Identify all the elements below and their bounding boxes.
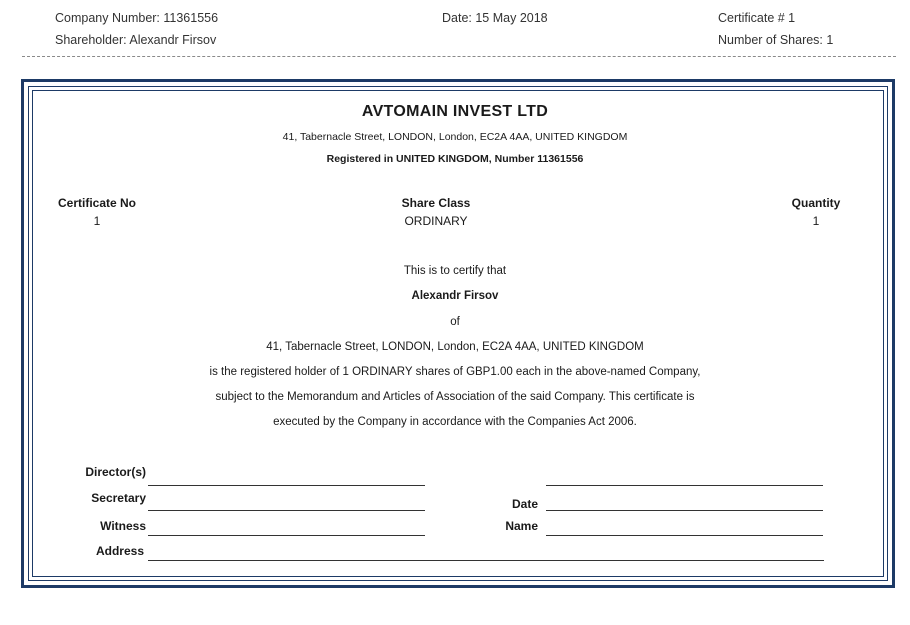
stub-date: Date: 15 May 2018 bbox=[442, 11, 548, 25]
secretary-label: Secretary bbox=[91, 491, 146, 505]
name-line bbox=[546, 535, 823, 536]
quantity-label: Quantity bbox=[791, 196, 841, 210]
of-text: of bbox=[450, 316, 460, 328]
directors-label: Director(s) bbox=[85, 465, 146, 479]
certificate-no-label: Certificate No bbox=[57, 196, 137, 210]
second-directors-signature-line bbox=[546, 485, 823, 486]
secretary-signature-line bbox=[148, 510, 425, 511]
perforation-line bbox=[22, 56, 896, 57]
share-class-label: Share Class bbox=[401, 196, 471, 210]
quantity-column bbox=[776, 196, 856, 228]
statement-line-2: subject to the Memorandum and Articles of Association of the said Company. This certificate is bbox=[215, 391, 695, 403]
directors-signature-line bbox=[148, 485, 425, 486]
stub-shareholder: Shareholder: Alexandr Firsov bbox=[55, 33, 217, 47]
share-class-value: ORDINARY bbox=[404, 214, 468, 228]
date-label: Date bbox=[511, 497, 538, 511]
company-name: AVTOMAIN INVEST LTD bbox=[361, 103, 549, 120]
witness-label: Witness bbox=[100, 519, 146, 533]
holder-address: 41, Tabernacle Street, LONDON, London, EC2A 4AA, UNITED KINGDOM bbox=[266, 341, 644, 353]
registration-line: Registered in UNITED KINGDOM, Number 11361556 bbox=[326, 153, 584, 165]
stub-company-number: Company Number: 11361556 bbox=[55, 11, 219, 25]
statement-line-1: is the registered holder of 1 ORDINARY shares of GBP1.00 each in the above-named Company, bbox=[209, 366, 701, 378]
share-class-column bbox=[376, 196, 496, 228]
certificate-no-value: 1 bbox=[93, 214, 101, 228]
stub-number-of-shares: Number of Shares: 1 bbox=[718, 33, 834, 47]
certificate-no-column bbox=[37, 196, 157, 228]
stub-certificate-number: Certificate # 1 bbox=[718, 11, 796, 25]
quantity-value: 1 bbox=[812, 214, 820, 228]
name-label: Name bbox=[505, 519, 538, 533]
witness-signature-line bbox=[148, 535, 425, 536]
address-label: Address bbox=[95, 544, 144, 558]
certify-intro: This is to certify that bbox=[403, 265, 507, 277]
company-address: 41, Tabernacle Street, LONDON, London, EC2A 4AA, UNITED KINGDOM bbox=[282, 131, 628, 143]
statement-line-3: executed by the Company in accordance with the Companies Act 2006. bbox=[273, 416, 637, 428]
address-line bbox=[148, 560, 824, 561]
holder-name: Alexandr Firsov bbox=[411, 290, 499, 302]
date-line bbox=[546, 510, 823, 511]
